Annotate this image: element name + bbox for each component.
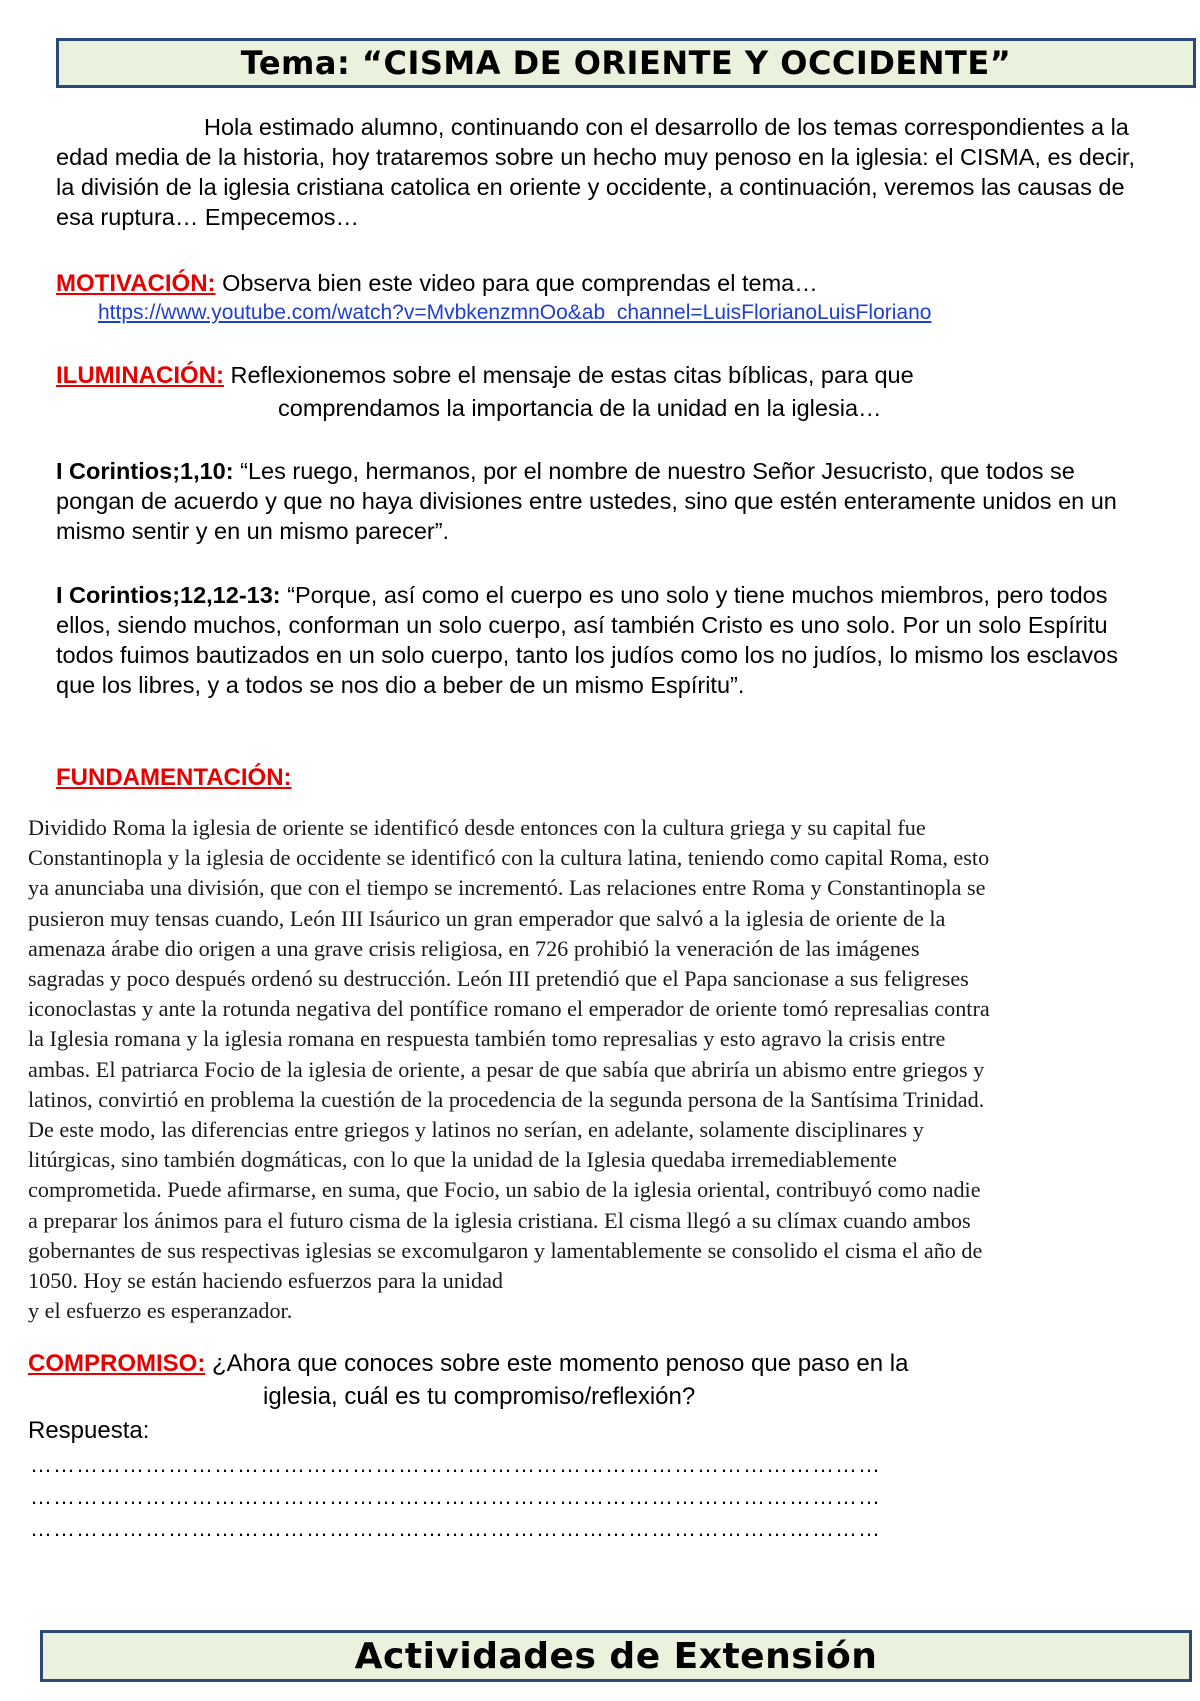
fundamentacion-heading: FUNDAMENTACIÓN: <box>56 764 292 791</box>
body-line: 1050. Hoy se están haciendo esfuerzos para la unidad <box>28 1268 504 1294</box>
iluminacion-heading: ILUMINACIÓN: <box>56 362 224 389</box>
quote-text: “Les ruego, hermanos, por el nombre de nuestro Señor Jesucristo, que todos se pongan de acuerdo y que no haya divisiones entre ustedes, sino que estén enteramente unidos en un mismo sentir y en un mismo parecer”. <box>56 458 1117 544</box>
iluminacion-section <box>56 360 1156 391</box>
respuesta-label: Respuesta: <box>28 1417 150 1444</box>
extension-title: Actividades de Extensión <box>354 1635 878 1677</box>
body-line: iconoclastas y ante la rotunda negativa del pontífice romano el emperador de oriente tomó represalias contra <box>28 996 990 1022</box>
body-line: comprometida. Puede afirmarse, en suma, que Focio, un sabio de la iglesia oriental, contribuyó como nadie <box>28 1177 981 1203</box>
body-line: De este modo, las diferencias entre griegos y latinos no serían, en adelante, solamente disciplinares y <box>28 1117 924 1143</box>
body-line: litúrgicas, sino también dogmáticas, con lo que la unidad de la Iglesia quedaba irremediablemente <box>28 1147 897 1173</box>
compromiso-heading: COMPROMISO: <box>28 1350 206 1377</box>
answer-line[interactable]: ………………………………………………………………………………………………… <box>30 1452 881 1477</box>
body-line: ambas. El patriarca Focio de la iglesia de oriente, a pesar de que sabía que abriría un abismo entre griegos y <box>28 1056 985 1082</box>
iluminacion-text: Reflexionemos sobre el mensaje de estas citas bíblicas, para que <box>230 362 914 388</box>
answer-line[interactable]: ………………………………………………………………………………………………… <box>30 1516 881 1541</box>
motivacion-section <box>56 268 1156 299</box>
video-link[interactable]: https://www.youtube.com/watch?v=MvbkenzmnOo&ab_channel=LuisFlorianoLuisFloriano <box>98 301 932 324</box>
extension-title-box <box>40 1630 1192 1682</box>
title-box <box>56 38 1196 88</box>
quote-text: “Porque, así como el cuerpo es uno solo y tiene muchos miembros, pero todos ellos, siendo muchos, conforman un solo cuerpo, así también Cristo es uno solo. Por un solo Espíritu todos fuimos bautizados en un solo cuerpo, tanto los judíos como los no judíos, lo mismo los esclavos que los libres, y a todos se nos dio a beber de un mismo Espíritu”. <box>56 582 1118 698</box>
body-line: pusieron muy tensas cuando, León III Isáurico un gran emperador que salvó a la iglesia de oriente de la <box>28 905 946 931</box>
motivacion-text: Observa bien este video para que comprendas el tema… <box>222 270 818 296</box>
page-title: Tema: “CISMA DE ORIENTE Y OCCIDENTE” <box>240 44 1012 82</box>
body-line: Dividido Roma la iglesia de oriente se identificó desde entonces con la cultura griega y su capital fue <box>28 815 926 840</box>
compromiso-question-cont: iglesia, cuál es tu compromiso/reflexión? <box>263 1383 696 1410</box>
intro-paragraph: Hola estimado alumno, continuando con el desarrollo de los temas correspondientes a la edad media de la historia, hoy trataremos sobre un hecho muy penoso en la iglesia: el CISMA, es decir, la división de la iglesia cristiana catolica en oriente y occidente, a continuación, veremos las causas de esa ruptura… Empecemos… <box>56 114 1135 230</box>
body-line: ya anunciaba una división, que con el tiempo se incrementó. Las relaciones entre Roma y Constantinopla se <box>28 875 986 901</box>
compromiso-section <box>28 1348 1148 1379</box>
iluminacion-text-cont: comprendamos la importancia de la unidad en la iglesia… <box>278 395 882 421</box>
body-line: Constantinopla y la iglesia de occidente se identificó con la cultura latina, teniendo como capital Roma, esto <box>28 845 990 871</box>
quote-reference: I Corintios;12,12-13: <box>56 582 281 608</box>
body-line: sagradas y poco después ordenó su destrucción. León III pretendió que el Papa sancionase a sus feligreses <box>28 966 969 992</box>
fundamentacion-section <box>56 762 292 793</box>
bible-quote <box>56 456 1146 546</box>
motivacion-heading: MOTIVACIÓN: <box>56 270 216 297</box>
body-line: a preparar los ánimos para el futuro cisma de la iglesia cristiana. El cisma llegó a su clímax cuando ambos <box>28 1207 971 1233</box>
body-line: la Iglesia romana y la iglesia romana en respuesta también tomo represalias y esto agravo la crisis entre <box>28 1026 946 1052</box>
bible-quote <box>56 580 1146 700</box>
answer-line[interactable]: ………………………………………………………………………………………………… <box>30 1484 881 1509</box>
body-line: latinos, convirtió en problema la cuestión de la procedencia de la segunda persona de la Santísima Trinidad. <box>28 1086 985 1112</box>
body-line: amenaza árabe dio origen a una grave crisis religiosa, en 726 prohibió la veneración de las imágenes <box>28 935 920 961</box>
body-line: gobernantes de sus respectivas iglesias se excomulgaron y lamentablemente se consolido el cisma el año de <box>28 1237 983 1263</box>
compromiso-question: ¿Ahora que conoces sobre este momento penoso que paso en la <box>212 1350 909 1377</box>
quote-reference: I Corintios;1,10: <box>56 458 234 484</box>
fundamentacion-body <box>28 813 1178 1326</box>
body-line: y el esfuerzo es esperanzador. <box>28 1298 293 1324</box>
